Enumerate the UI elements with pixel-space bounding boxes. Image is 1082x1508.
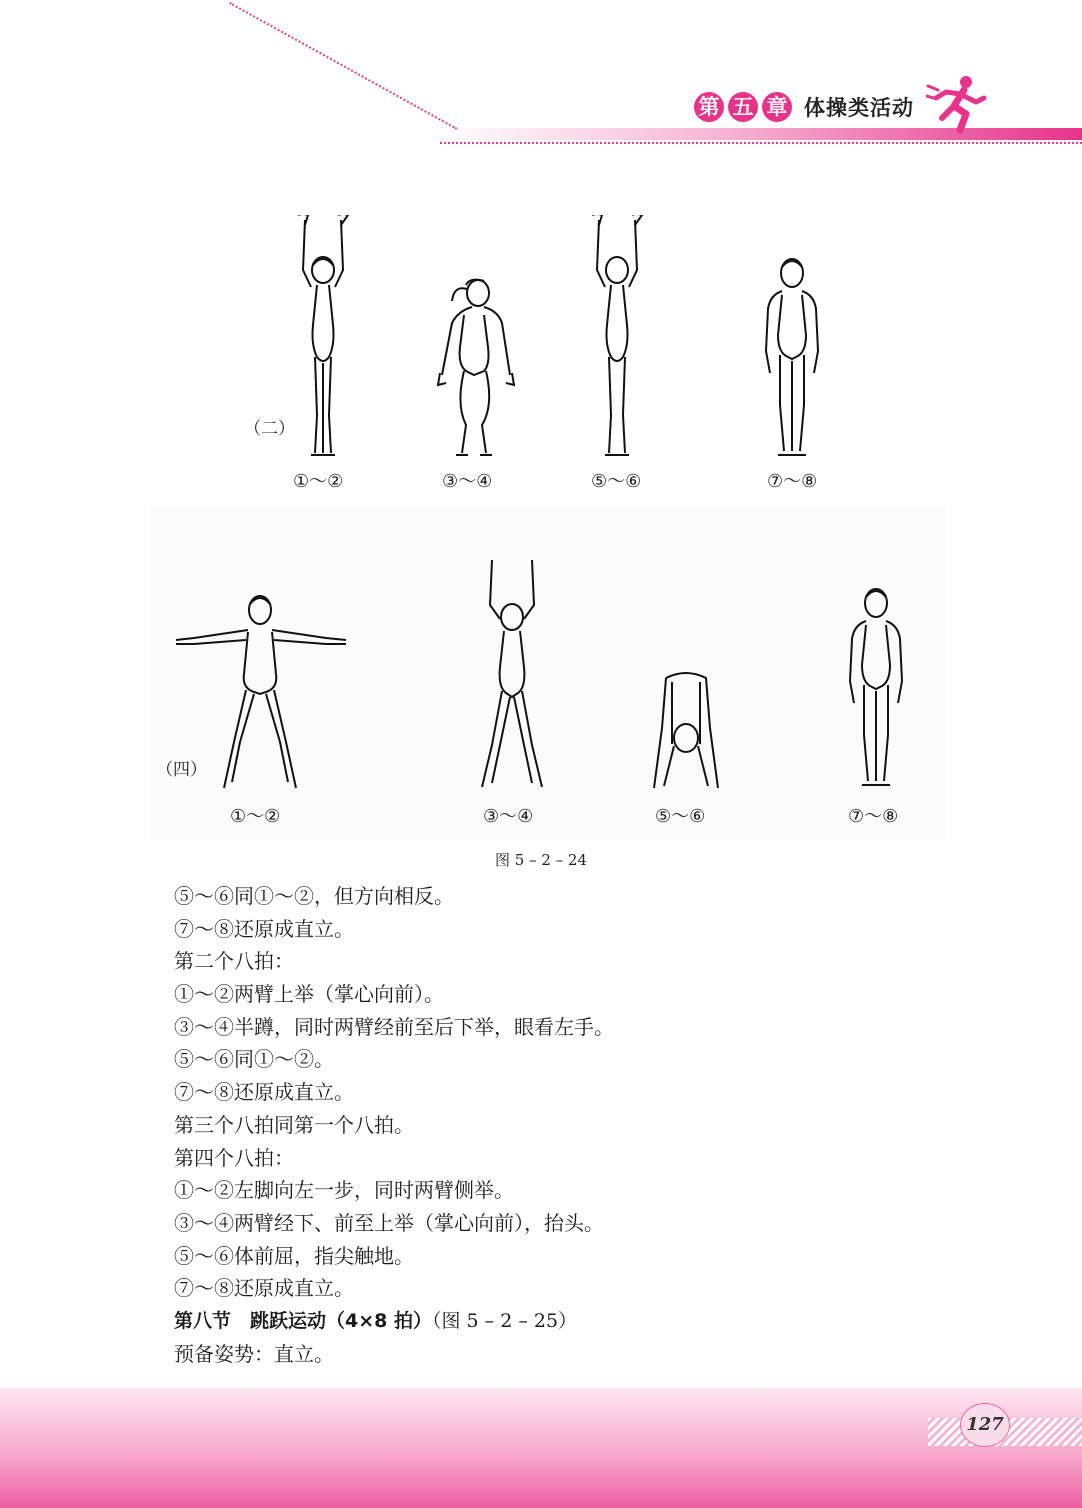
beat-label-2-2: ③～④ xyxy=(442,471,493,492)
body-text xyxy=(174,881,994,1371)
beat-label-4-3: ⑤～⑥ xyxy=(655,806,706,827)
body-line: ①～②左脚向左一步，同时两臂侧举。 xyxy=(174,1178,514,1203)
row-label-4: （四） xyxy=(156,760,207,780)
figure-arms-up-wide xyxy=(470,555,554,793)
figure-arms-sideways xyxy=(174,592,350,792)
section-figure-ref: （图 5 – 2 – 25） xyxy=(431,1309,578,1332)
body-line: ③～④两臂经下、前至上举（掌心向前），抬头。 xyxy=(174,1210,604,1235)
figure-caption: 图 5 – 2 – 24 xyxy=(494,851,587,869)
beat-label-2-3: ⑤～⑥ xyxy=(591,471,642,492)
header-dotted-line xyxy=(440,142,1082,144)
body-line: ⑤～⑥同①～②。 xyxy=(174,1047,334,1072)
body-line: 第四个八拍： xyxy=(174,1145,294,1170)
chapter-header xyxy=(694,92,914,122)
body-line: 第三个八拍同第一个八拍。 xyxy=(174,1112,414,1137)
body-line: ⑤～⑥同①～②，但方向相反。 xyxy=(174,884,454,908)
chapter-chip-1: 第 xyxy=(694,92,724,122)
chapter-title: 体操类活动 xyxy=(804,96,914,120)
section-heading-text: 第八节 跳跃运动（4×8 拍） xyxy=(174,1309,432,1332)
figure-half-squat xyxy=(432,275,516,460)
beat-label-2-1: ①～② xyxy=(293,471,344,492)
beat-label-4-4: ⑦～⑧ xyxy=(848,806,899,827)
beat-label-4-2: ③～④ xyxy=(483,806,534,827)
body-line: ③～④半蹲，同时两臂经前至后下举，眼看左手。 xyxy=(174,1014,614,1039)
figure-standing-2 xyxy=(844,585,908,790)
figure-arms-up-2 xyxy=(587,215,647,460)
body-line: ⑦～⑧还原成直立。 xyxy=(174,1080,354,1105)
runner-icon xyxy=(926,72,990,136)
body-line: 第二个八拍： xyxy=(174,949,294,974)
row-label-2: （二） xyxy=(244,419,295,439)
section-heading xyxy=(174,1306,994,1339)
figure-forward-bend xyxy=(652,668,720,793)
prep-line: 预备姿势：直立。 xyxy=(174,1341,334,1366)
beat-label-4-1: ①～② xyxy=(230,806,281,827)
chapter-chip-3: 章 xyxy=(762,92,792,122)
page-number: 127 xyxy=(960,1403,1010,1447)
beat-label-2-4: ⑦～⑧ xyxy=(767,471,818,492)
figure-arms-up-1 xyxy=(293,215,353,460)
chapter-chip-2: 五 xyxy=(728,92,758,122)
body-line: ⑤～⑥体前屈，指尖触地。 xyxy=(174,1243,414,1268)
body-line: ①～②两臂上举（掌心向前）。 xyxy=(174,982,444,1007)
body-line: ⑦～⑧还原成直立。 xyxy=(174,916,354,941)
figure-standing-1 xyxy=(760,255,824,460)
body-line: ⑦～⑧还原成直立。 xyxy=(174,1276,354,1301)
header-diagonal-dotted-line xyxy=(228,2,457,132)
footer-gradient-band xyxy=(0,1388,1082,1508)
